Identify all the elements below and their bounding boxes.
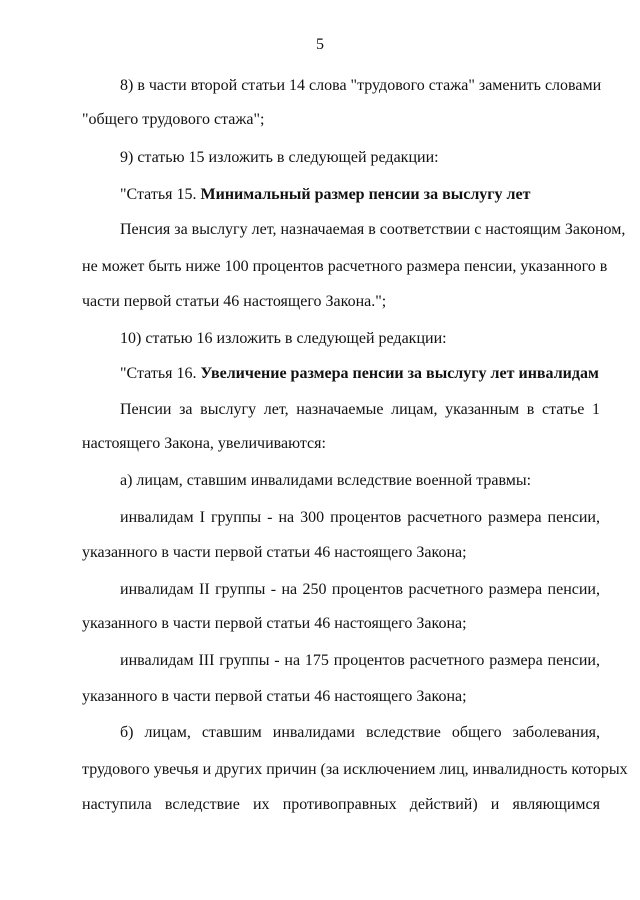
paragraph-line: наступила вследствие их противоправных действий) и являющимся: [82, 796, 600, 813]
article-title: Минимальный размер пенсии за выслугу лет: [200, 186, 531, 203]
paragraph-line: "общего трудового стажа";: [82, 111, 265, 128]
article-heading-15: [120, 185, 600, 205]
paragraph-line: инвалидам I группы - на 300 процентов расчетного размера пенсии,: [120, 509, 600, 526]
paragraph-line: б) лицам, ставшим инвалидами вследствие общего заболевания,: [120, 724, 600, 741]
article-label: "Статья 16.: [120, 365, 201, 382]
paragraph-line: указанного в части первой статьи 46 настоящего Закона;: [82, 544, 467, 561]
paragraph-line: 10) статью 16 изложить в следующей редакции:: [120, 330, 447, 347]
article-label: "Статья 15.: [120, 186, 201, 203]
paragraph-line: Пенсия за выслугу лет, назначаемая в соответствии с настоящим Законом,: [120, 221, 626, 238]
paragraph-line: а) лицам, ставшим инвалидами вследствие военной травмы:: [120, 472, 532, 489]
page-number: 5: [316, 36, 324, 53]
article-heading-16: [120, 364, 600, 384]
paragraph-line: инвалидам II группы - на 250 процентов расчетного размера пенсии,: [120, 581, 600, 598]
paragraph-line: настоящего Закона, увеличиваются:: [82, 435, 326, 452]
paragraph-line: 8) в части второй статьи 14 слова "трудового стажа" заменить словами: [120, 77, 602, 94]
paragraph-line: части первой статьи 46 настоящего Закона.";: [82, 293, 387, 310]
paragraph-line: указанного в части первой статьи 46 настоящего Закона;: [82, 688, 467, 705]
paragraph-line: не может быть ниже 100 процентов расчетного размера пенсии, указанного в: [82, 258, 608, 275]
paragraph-line: трудового увечья и других причин (за исключением лиц, инвалидность которых: [82, 761, 628, 778]
paragraph-line: Пенсии за выслугу лет, назначаемые лицам, указанным в статье 1: [120, 401, 600, 418]
paragraph-line: инвалидам III группы - на 175 процентов расчетного размера пенсии,: [120, 652, 600, 669]
paragraph-line: указанного в части первой статьи 46 настоящего Закона;: [82, 615, 467, 632]
paragraph-line: 9) статью 15 изложить в следующей редакции:: [120, 149, 439, 166]
article-title: Увеличение размера пенсии за выслугу лет инвалидам: [200, 365, 599, 382]
